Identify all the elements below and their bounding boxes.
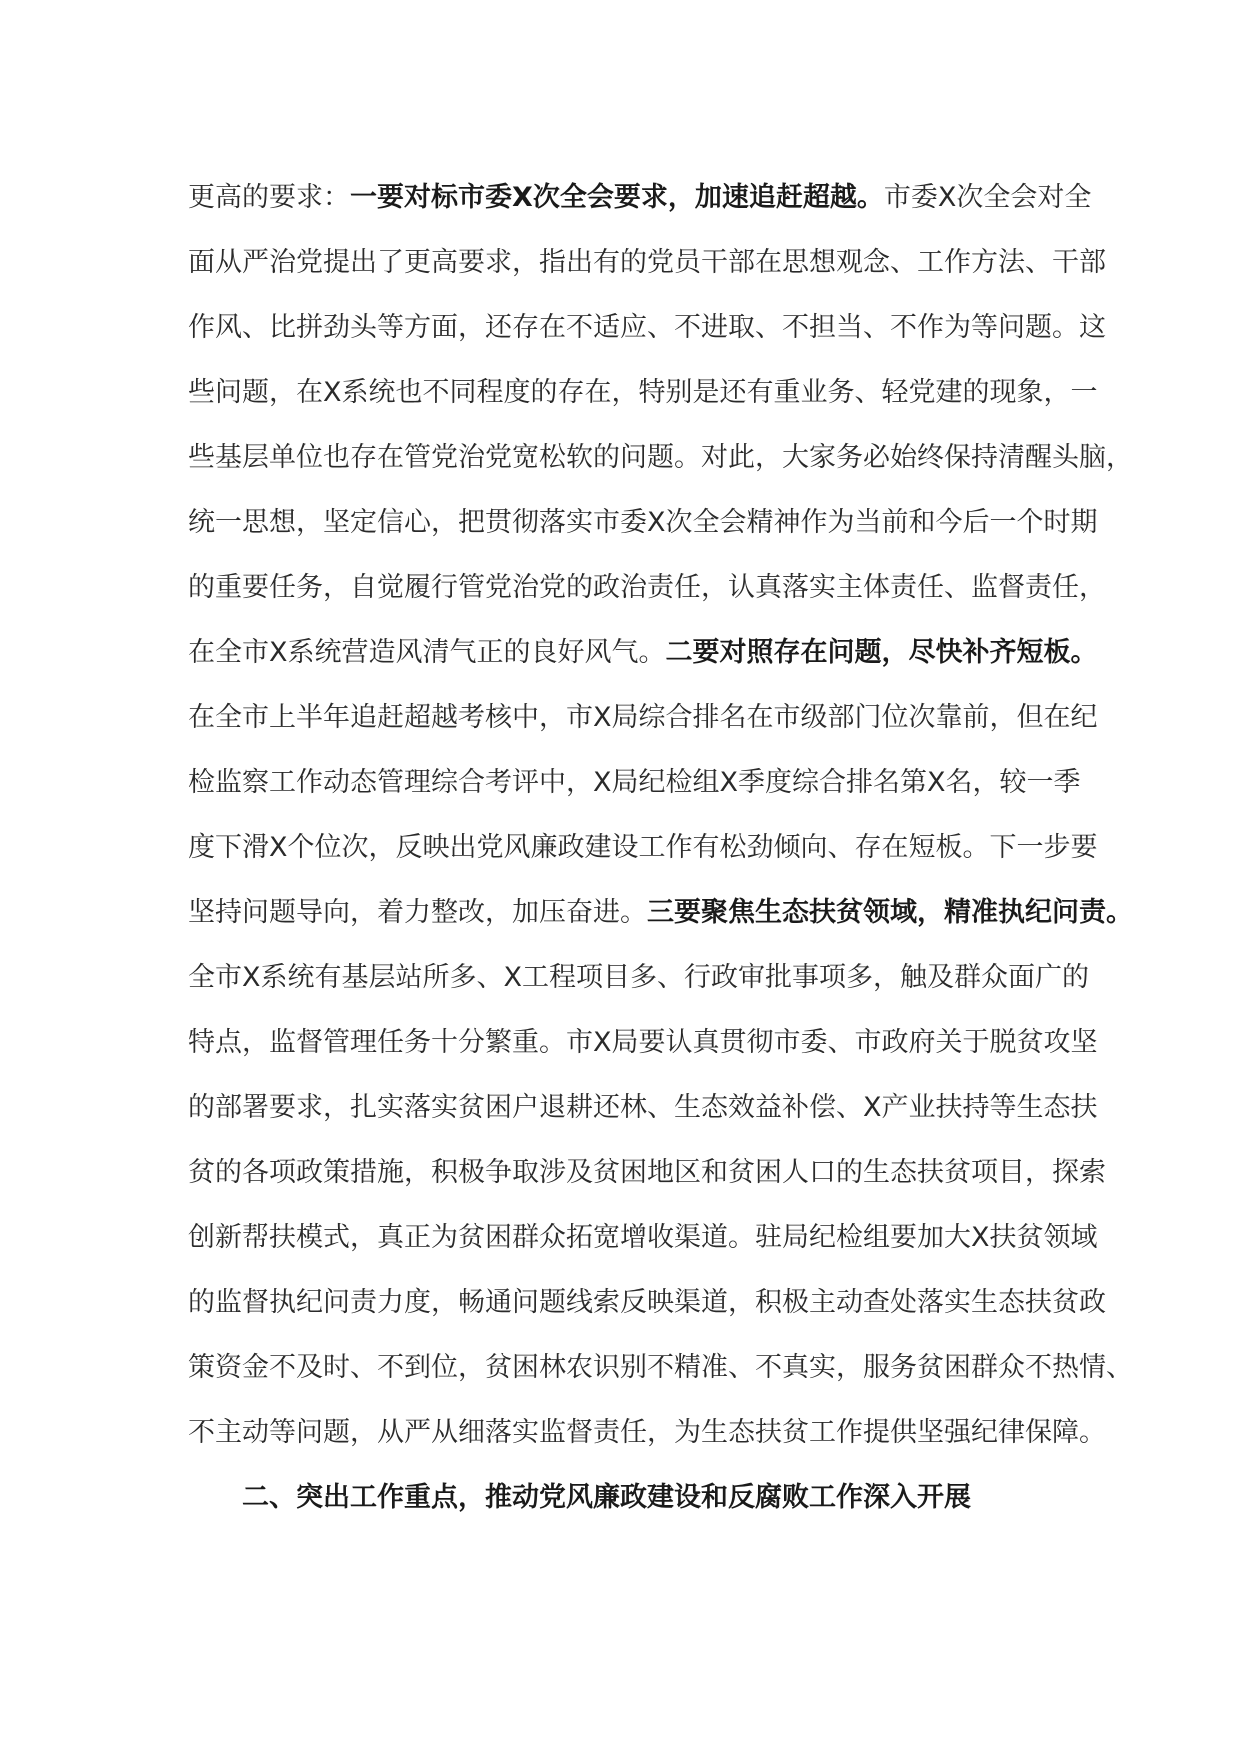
line-text: 统一思想，坚定信心，把贯彻落实市委X次全会精神作为当前和今后一个时期 [188, 507, 1098, 538]
paragraph-line-6 [188, 490, 1098, 555]
paragraph-line-18 [188, 1270, 1106, 1335]
line-text: 作风、比拼劲头等方面，还存在不适应、不进取、不担当、不作为等问题。这 [188, 312, 1106, 343]
line-text: 度下滑X个位次，反映出党风廉政建设工作有松劲倾向、存在短板。下一步要 [188, 832, 1098, 863]
paragraph-line-12 [188, 880, 1133, 945]
paragraph-line-14 [188, 1010, 1098, 1075]
paragraph-line-10 [188, 750, 1081, 815]
line-text: 些问题，在X系统也不同程度的存在，特别是还有重业务、轻党建的现象，一 [188, 377, 1098, 408]
line-text: 面从严治党提出了更高要求，指出有的党员干部在思想观念、工作方法、干部 [188, 247, 1106, 278]
line-text: 的重要任务，自觉履行管党治党的政治责任，认真落实主体责任、监督责任， [188, 572, 1106, 603]
line-text: 坚持问题导向，着力整改，加压奋进。 [188, 897, 647, 928]
paragraph-line-15 [188, 1075, 1098, 1140]
line-text: 市委X次全会对全 [883, 182, 1092, 213]
paragraph-line-3 [188, 295, 1106, 360]
line-text: 特点，监督管理任务十分繁重。市X局要认真贯彻市委、市政府关于脱贫攻坚 [188, 1027, 1098, 1058]
paragraph-line-8 [188, 620, 1098, 685]
paragraph-line-7 [188, 555, 1106, 620]
paragraph-line-20 [188, 1400, 1106, 1465]
line-text: 全市X系统有基层站所多、X工程项目多、行政审批事项多，触及群众面广的 [188, 962, 1089, 993]
paragraph-line-17 [188, 1205, 1098, 1270]
paragraph-line-11 [188, 815, 1098, 880]
line-text: 贫的各项政策措施，积极争取涉及贫困地区和贫困人口的生态扶贫项目，探索 [188, 1157, 1106, 1188]
paragraph-line-13 [188, 945, 1089, 1010]
bold-phrase-2: 二要对照存在问题，尽快补齐短板。 [665, 637, 1098, 668]
paragraph-line-16 [188, 1140, 1106, 1205]
line-text: 不主动等问题，从严从细落实监督责任，为生态扶贫工作提供坚强纪律保障。 [188, 1417, 1106, 1448]
line-text: 创新帮扶模式，真正为贫困群众拓宽增收渠道。驻局纪检组要加大X扶贫领域 [188, 1222, 1098, 1253]
line-text: 检监察工作动态管理综合考评中，X局纪检组X季度综合排名第X名，较一季 [188, 767, 1081, 798]
paragraph-line-4 [188, 360, 1098, 425]
line-text: 策资金不及时、不到位，贫困林农识别不精准、不真实，服务贫困群众不热情、 [188, 1352, 1133, 1383]
bold-phrase-1: 一要对标市委X次全会要求，加速追赶超越。 [350, 182, 884, 213]
document-body [188, 165, 1133, 1530]
line-text: 的部署要求，扎实落实贫困户退耕还林、生态效益补偿、X产业扶持等生态扶 [188, 1092, 1098, 1123]
paragraph-line-19 [188, 1335, 1133, 1400]
line-text: 的监督执纪问责力度，畅通问题线索反映渠道，积极主动查处落实生态扶贫政 [188, 1287, 1106, 1318]
paragraph-line-5 [188, 425, 1133, 490]
paragraph-line-9 [188, 685, 1098, 750]
line-text: 在全市上半年追赶超越考核中，市X局综合排名在市级部门位次靠前，但在纪 [188, 702, 1098, 733]
paragraph-line-1 [188, 165, 1092, 230]
section-heading: 二、突出工作重点，推动党风廉政建设和反腐败工作深入开展 [242, 1482, 971, 1513]
bold-phrase-3: 三要聚焦生态扶贫领域，精准执纪问责。 [647, 897, 1133, 928]
line-text: 些基层单位也存在管党治党宽松软的问题。对此，大家务必始终保持清醒头脑， [188, 442, 1133, 473]
paragraph-line-2 [188, 230, 1106, 295]
line-text: 更高的要求： [188, 182, 350, 213]
line-text: 在全市X系统营造风清气正的良好风气。 [188, 637, 666, 668]
